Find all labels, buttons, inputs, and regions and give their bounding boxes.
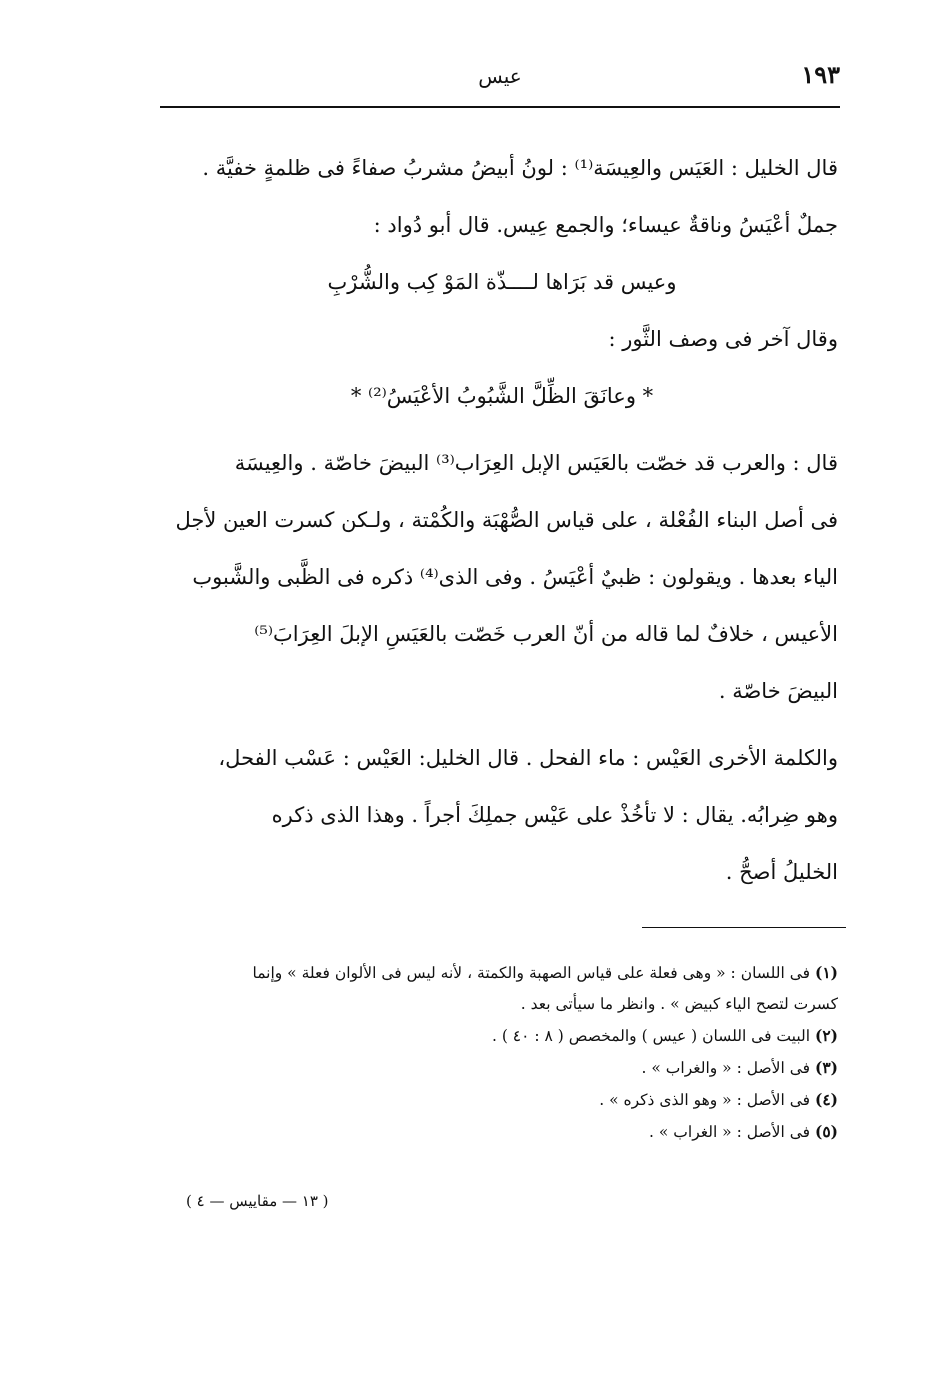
footnote-number: (٥) bbox=[814, 1122, 838, 1141]
footnote-number: (٤) bbox=[814, 1090, 838, 1109]
footnotes bbox=[166, 957, 838, 1148]
page-header bbox=[160, 58, 840, 102]
page-number: ١٩٣ bbox=[801, 60, 840, 89]
body-text bbox=[166, 140, 838, 901]
paragraph-line: البيضَ خاصّة . bbox=[718, 679, 838, 703]
paragraph-line: قال : والعرب قد خصّت بالعَيَس الإبل العِرَاب⁽³⁾ البيضَ خاصّة . والعِيسَة bbox=[234, 451, 838, 475]
paragraph-line: وهو ضِرابُه. يقال : لا تأخُذْ على عَيْس جملِكَ أجراً . وهذا الذى ذكره bbox=[271, 803, 838, 827]
paragraph-line: قال الخليل : العَيَس والعِيسَة⁽¹⁾ : لونُ أبيضُ مشربُ صفاءً فى ظلمةٍ خفيَّة . bbox=[202, 156, 838, 180]
footnote-text: البيت فى اللسان ( عيس ) والمخصص ( ٨ : ٤٠ ) . bbox=[491, 1027, 811, 1045]
footnote-text: فى اللسان : « وهى فعلة على قياس الصهبة والكمتة ، لأنه ليس فى الألوان فعلة » وإنما bbox=[252, 964, 811, 982]
header-rule bbox=[160, 106, 840, 108]
footnote-number: (٣) bbox=[814, 1058, 838, 1077]
footnote-number: (٢) bbox=[814, 1026, 838, 1045]
paragraph-line: فى أصل البناء الفُعْلة ، على قياس الصُّهْبَة والكُمْتة ، ولـكن كسرت العين لأجل bbox=[175, 508, 838, 532]
paragraph-line: الأعيس ، خلافٌ لما قاله من أنّ العرب خَصّت بالعَيَسِ الإبلَ العِرَابَ⁽⁵⁾ bbox=[254, 622, 838, 646]
verse-line: * وعانَقَ الظِّلَّ الشَّبُوبُ الأعْيَسُ⁽²⁾ * bbox=[350, 384, 654, 408]
paragraph-line: وقال آخر فى وصف الثَّور : bbox=[608, 327, 838, 351]
footnote-text: كسرت لتصح الياء كبيض » . وانظر ما سيأتى بعد . bbox=[520, 995, 838, 1013]
verse-line: وعيس قد بَرَاها لــــذّة المَوْ كِب والشُّرْبِ bbox=[327, 270, 677, 294]
footnote-number: (١) bbox=[814, 963, 838, 982]
footnote bbox=[166, 1052, 838, 1084]
paragraph-line: الياء بعدها . ويقولون : ظبيٌ أعْيَسُ . وفى الذى⁽⁴⁾ ذكره فى الظَّبى والشَّبوب bbox=[192, 565, 838, 589]
paragraph-line: الخليلُ أصحُّ . bbox=[725, 860, 838, 884]
paragraph-line: جملٌ أعْيَسُ وناقةٌ عيساء؛ والجمع عِيس. قال أبو دُواد : bbox=[373, 213, 838, 237]
footnote-text: فى الأصل : « الغراب » . bbox=[649, 1123, 811, 1141]
footnote bbox=[166, 957, 838, 1020]
footnote bbox=[166, 1020, 838, 1052]
footnote-rule bbox=[642, 927, 846, 928]
footnote-text: فى الأصل : « وهو الذى ذكره » . bbox=[599, 1091, 811, 1109]
paragraph-line: والكلمة الأخرى العَيْس : ماء الفحل . قال الخليل: العَيْس : عَسْب الفحل، bbox=[218, 746, 838, 770]
footnote-text: فى الأصل : « والغراب » . bbox=[641, 1059, 811, 1077]
printer-signature: ( ١٣ — مقاييس — ٤ ) bbox=[186, 1192, 329, 1210]
footnote bbox=[166, 1116, 838, 1148]
running-head: عيس bbox=[478, 64, 522, 88]
footnote bbox=[166, 1084, 838, 1116]
